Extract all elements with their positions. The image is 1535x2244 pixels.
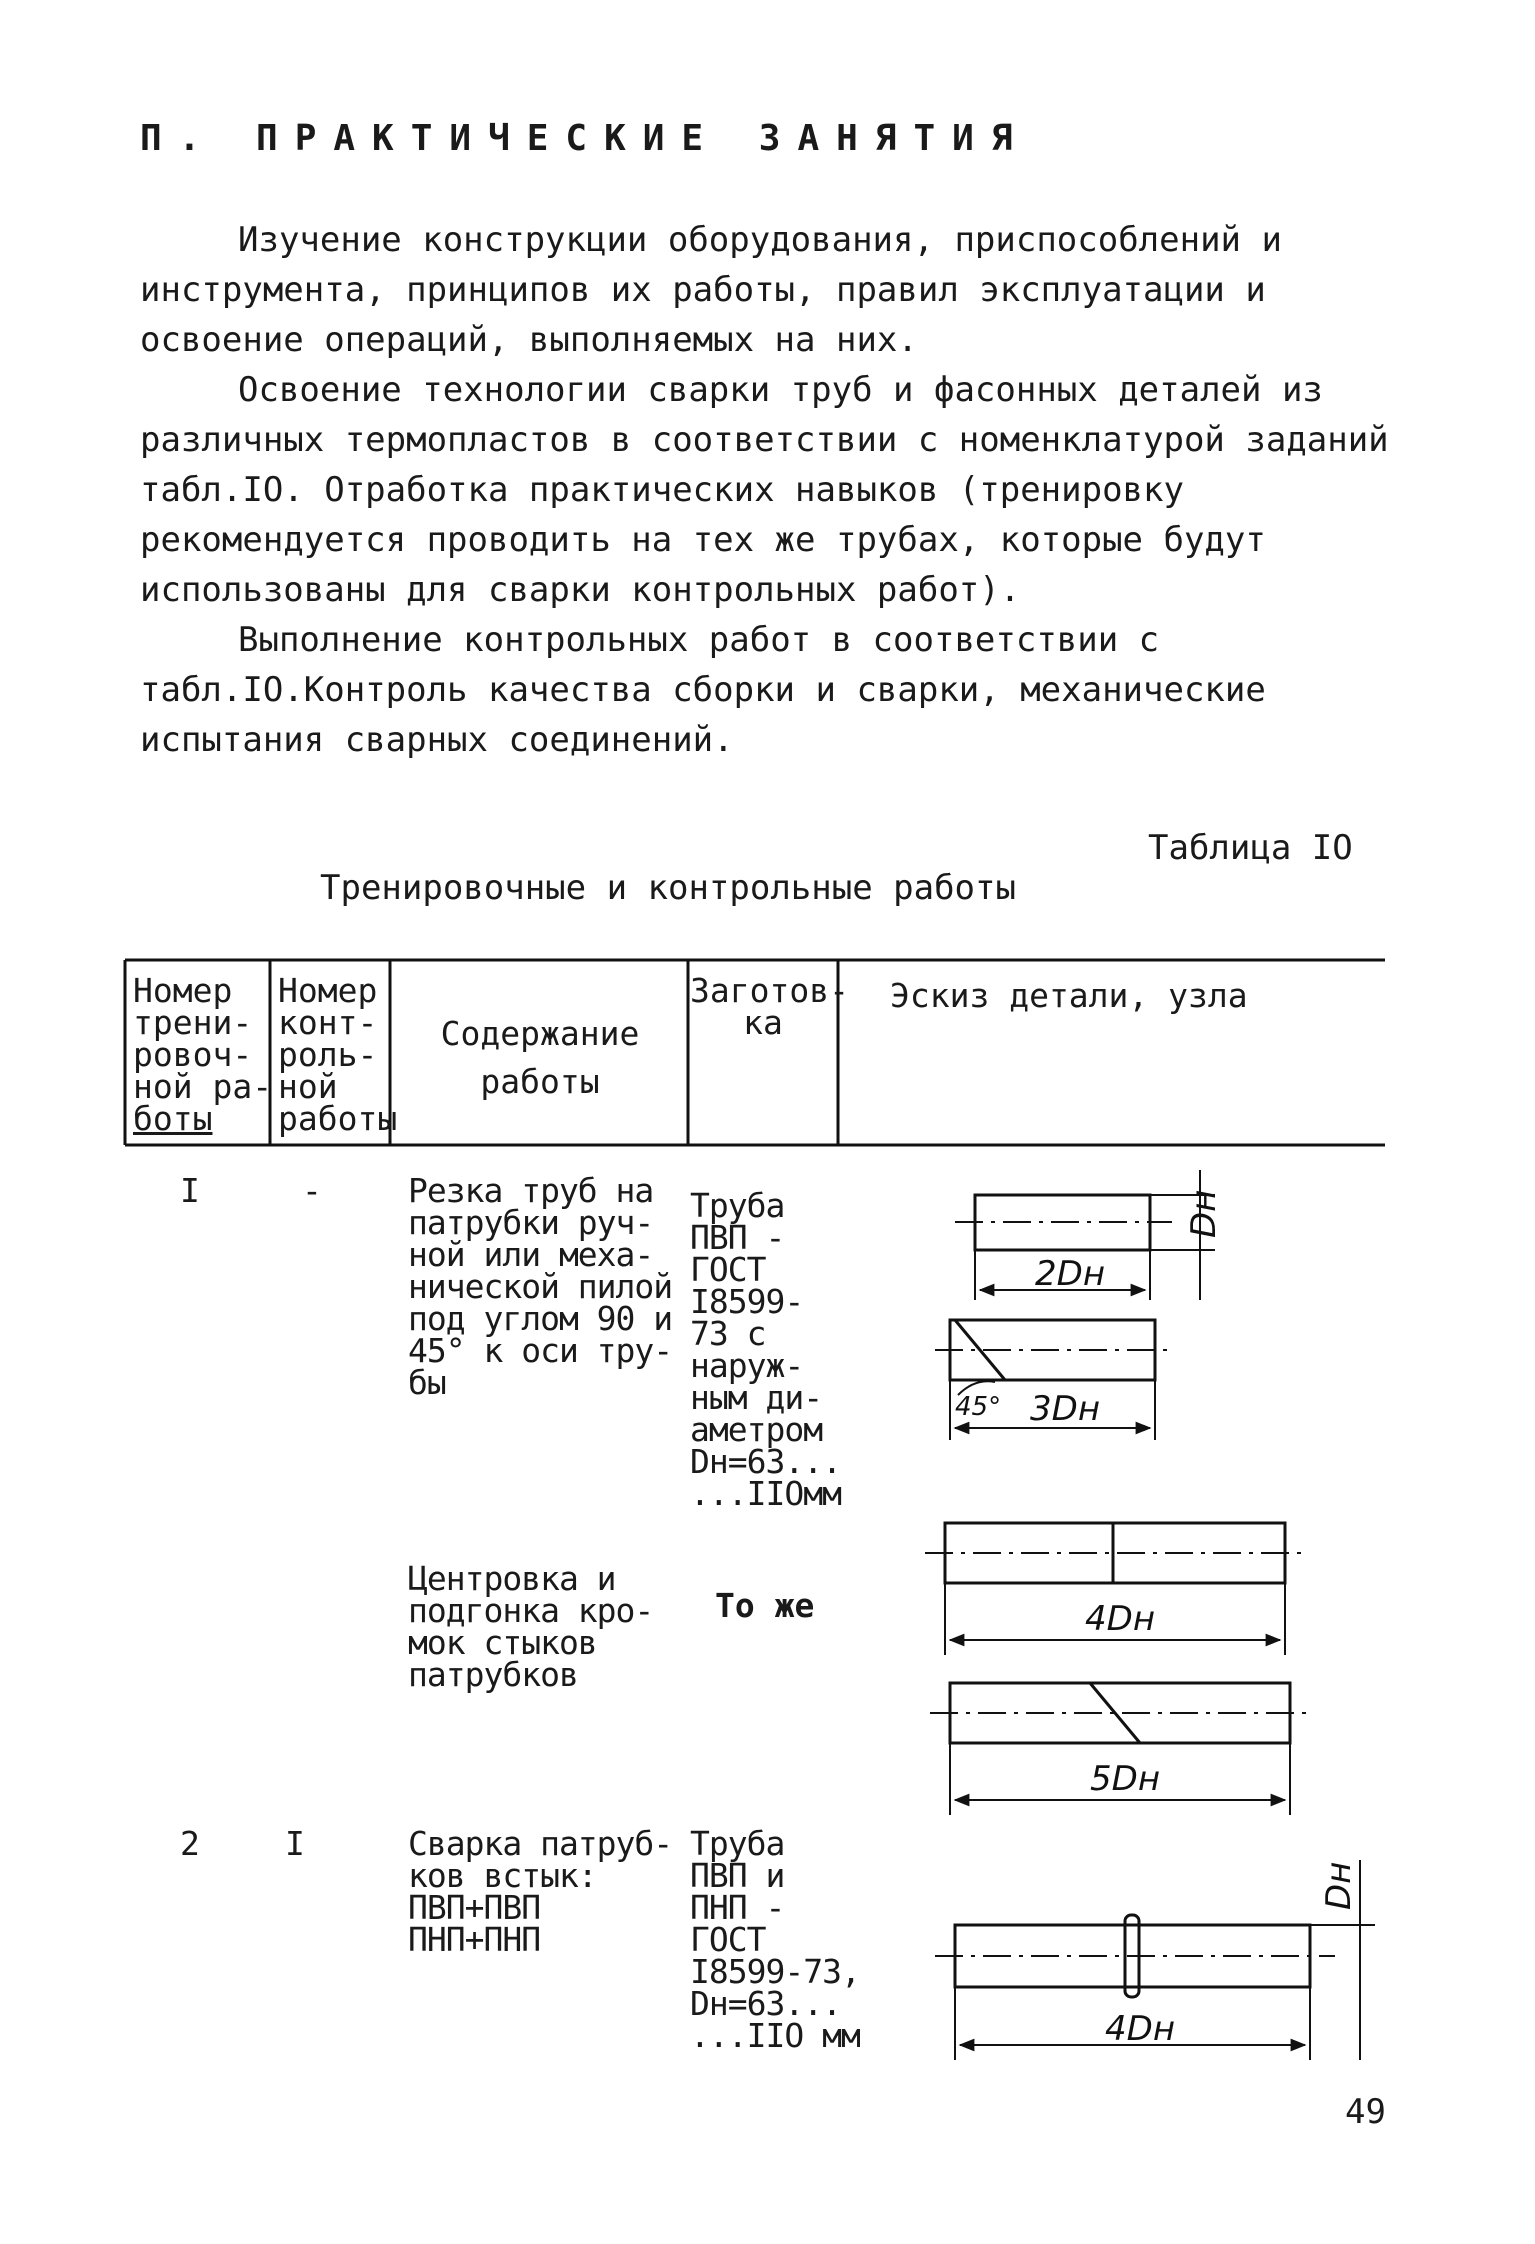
row3-content: Сварка патруб- ков встык: ПВП+ПВП ПНП+ПНП — [408, 1824, 673, 1959]
section-heading: П. ПРАКТИЧЕСКИЕ ЗАНЯТИЯ — [140, 118, 1030, 159]
header-sketch: Эскиз детали, узла — [890, 976, 1248, 1015]
row3-training-number: 2 — [180, 1824, 200, 1863]
row1-blank: Труба ПВП - ГОСТ I8599- 73 с наруж- ным ди- аметром Dн=63... ...IIOмм — [690, 1186, 841, 1513]
label-3dn: 3Dн — [1030, 1389, 1101, 1429]
row1-control-number: - — [302, 1171, 322, 1210]
table-title: Тренировочные и контрольные работы — [320, 868, 1016, 908]
paragraph-2: Освоение технологии сварки труб и фасонных деталей из различных термопластов в соответствии с номенклатурой заданий табл.IO. Отработка практических навыков (тренировку рекомендуется проводить на тех же трубах, которые будут использованы для сварки контрольных работ). — [140, 370, 1389, 610]
label-2dn: 2Dн — [1035, 1254, 1106, 1294]
label-dn-1: Dн — [1184, 1189, 1224, 1238]
label-45deg: 45° — [955, 1392, 1002, 1422]
row3-control-number: I — [285, 1824, 305, 1863]
header-blank: Заготов- ка — [690, 971, 849, 1042]
header-content: Содержание работы — [440, 1014, 640, 1101]
row2-blank: То же — [715, 1586, 815, 1625]
row2-content: Центровка и подгонка кро- мок стыков патрубков — [408, 1559, 654, 1694]
header-control-number: Номер конт- роль- ной работы — [278, 971, 398, 1138]
label-4dn: 4Dн — [1085, 1599, 1156, 1639]
table-number: Таблица IO — [1148, 828, 1353, 868]
page-number: 49 — [1345, 2092, 1386, 2132]
row1-content: Резка труб на патрубки руч- ной или меха- нической пилой под углом 90 и 45° к оси тру- бы — [408, 1171, 673, 1402]
label-5dn: 5Dн — [1090, 1759, 1161, 1799]
row3-blank: Труба ПВП и ПНП - ГОСТ I8599-73, Dн=63... ...IIO мм — [690, 1824, 860, 2055]
label-4dn-weld: 4Dн — [1105, 2009, 1176, 2049]
header-training-number: Номер трени- ровоч- ной ра- боты — [133, 971, 273, 1138]
label-dn-2: Dн — [1319, 1861, 1359, 1910]
row1-training-number: I — [180, 1171, 200, 1210]
paragraph-3: Выполнение контрольных работ в соответствии с табл.IO.Контроль качества сборки и сварки, механические испытания сварных соединений. — [140, 620, 1266, 760]
paragraph-1: Изучение конструкции оборудования, приспособлений и инструмента, принципов их работы, правил эксплуатации и освоение операций, выполняемых на них. — [140, 220, 1282, 360]
